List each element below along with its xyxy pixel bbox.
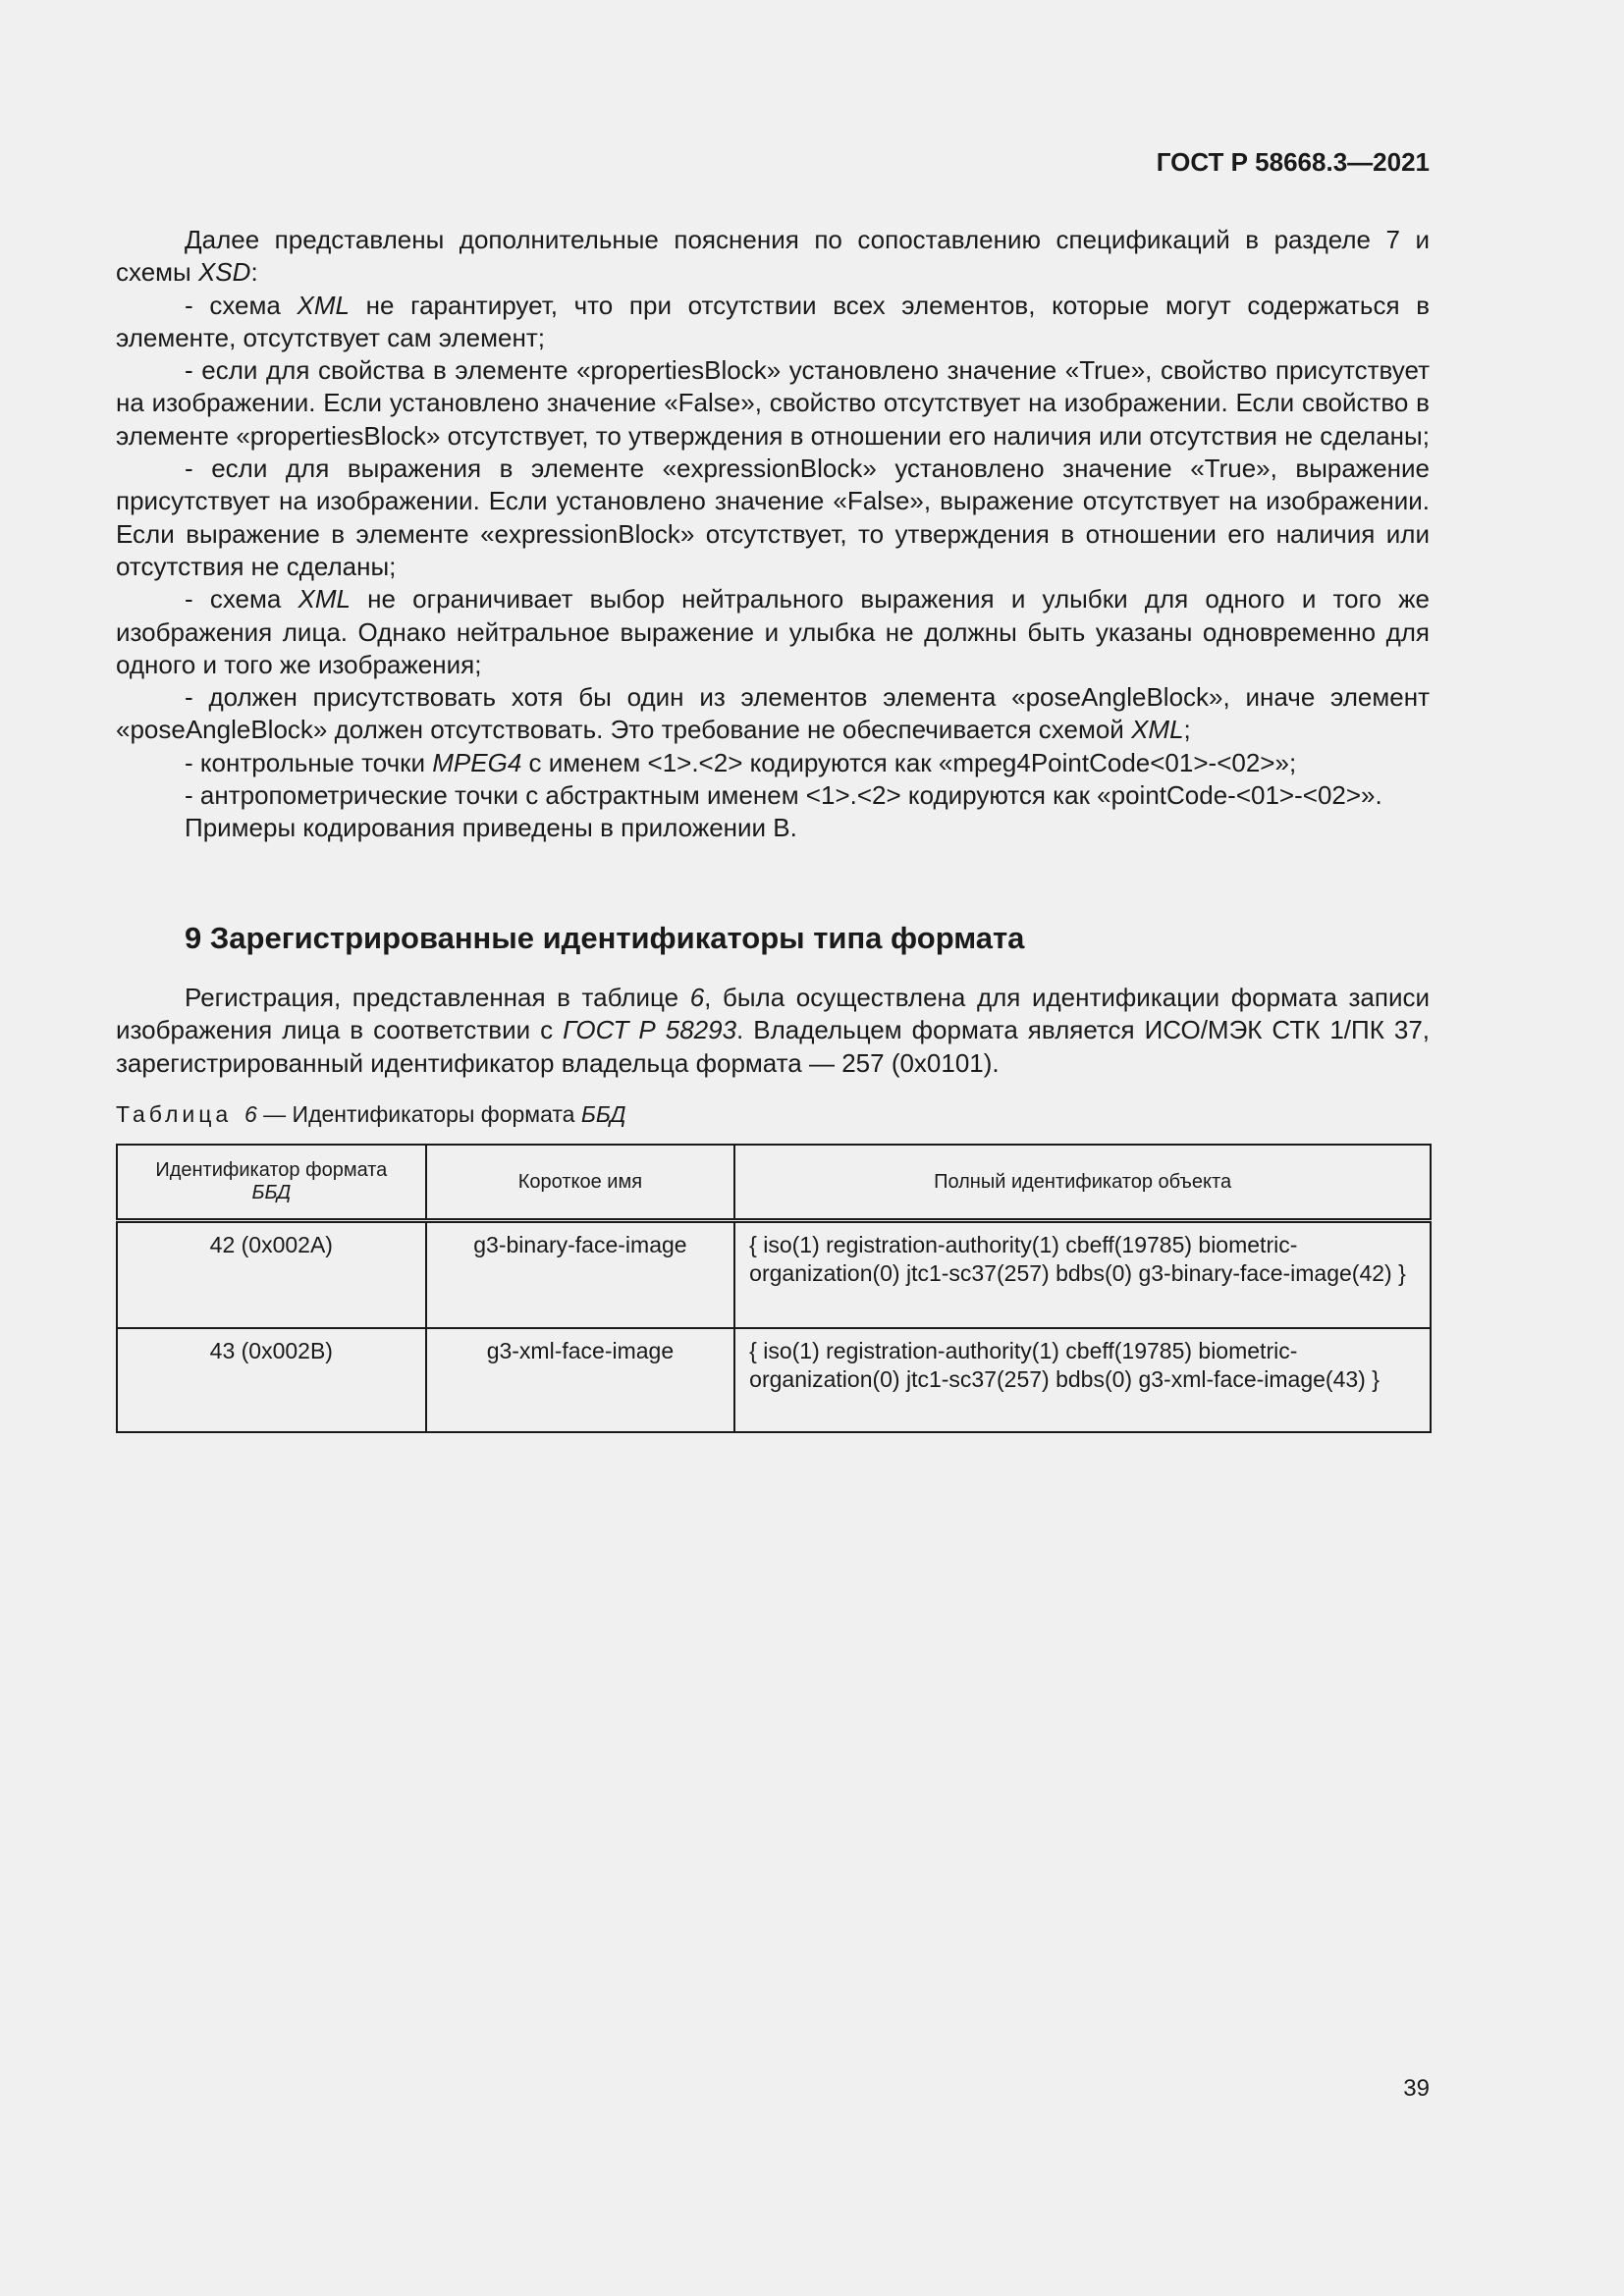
- cell-short-name: g3-binary-face-image: [426, 1221, 735, 1329]
- page-number: 39: [1403, 2075, 1430, 2102]
- cell-short-name: g3-xml-face-image: [426, 1328, 735, 1432]
- table-caption: Таблица 6 — Идентификаторы формата ББД: [116, 1101, 626, 1127]
- column-header-oid: Полный идентификатор объекта: [734, 1145, 1431, 1221]
- paragraph: - схема XML не гарантирует, что при отсутствии всех элементов, которые могут содержаться в элементе, отсутствует сам элемент;: [116, 290, 1431, 352]
- paragraph: - если для выражения в элементе «expressionBlock» установлено значение «True», выражение присутствует на изображении. Если установлено значение «False», выражение отсутствует на изображении. Если выражение в элементе «expressionBlock» отсутствует, то утверждения в отношении его наличия или отсутствия не сделаны;: [116, 454, 1430, 581]
- paragraph: Далее представлены дополнительные пояснения по сопоставлению спецификаций в разделе 7 и схемы XSD:: [116, 225, 1430, 288]
- section-intro: Регистрация, представленная в таблице 6, была осуществлена для идентификации формата записи изображения лица в соответствии с ГОСТ Р 58293. Владельцем формата является ИСО/МЭК СТК 1/ПК 37, зарегистрированный идентификатор владельца формата — 257 (0x0101).: [116, 983, 1430, 1078]
- cell-format-id: 43 (0x002B): [117, 1328, 426, 1432]
- table-row: [117, 1221, 1431, 1329]
- format-identifiers-table: [116, 1144, 1432, 1433]
- paragraph: Примеры кодирования приведены в приложении В.: [185, 813, 797, 843]
- cell-object-identifier: { iso(1) registration-authority(1) cbeff(19785) biometric-organization(0) jtc1-sc37(257) bdbs(0) g3-binary-face-image(42) }: [734, 1221, 1431, 1329]
- paragraph: - должен присутствовать хотя бы один из элементов элемента «poseAngleBlock», иначе элемент «poseAngleBlock» должен отсутствовать. Это требование не обеспечивается схемой XML;: [116, 682, 1430, 745]
- cell-format-id: 42 (0x002A): [117, 1221, 426, 1329]
- paragraph: - контрольные точки MPEG4 с именем <1>.<2> кодируются как «mpeg4PointCode<01>-<02>»;: [185, 747, 1297, 777]
- column-header-id: Идентификатор формата ББД: [117, 1145, 426, 1221]
- section-heading: 9 Зарегистрированные идентификаторы типа формата: [185, 921, 1025, 955]
- body-text: [116, 224, 1430, 845]
- paragraph: - антропометрические точки с абстрактным именем <1>.<2> кодируются как «pointCode-<01>-<02>».: [185, 780, 1382, 811]
- table-header-row: [117, 1145, 1431, 1221]
- column-header-short-name: Короткое имя: [426, 1145, 735, 1221]
- paragraph: - схема XML не ограничивает выбор нейтрального выражения и улыбки для одного и того же изображения лица. Однако нейтральное выражение и улыбка не должны быть указаны одновременно для одного и того же изображения;: [116, 584, 1430, 679]
- table-row: [117, 1328, 1431, 1432]
- paragraph: - если для свойства в элементе «propertiesBlock» установлено значение «True», свойство присутствует на изображении. Если установлено значение «False», свойство отсутствует на изображении. Если свойство в элементе «propertiesBlock» отсутствует, то утверждения в отношении его наличия или отсутствия не сделаны;: [116, 355, 1430, 451]
- cell-object-identifier: { iso(1) registration-authority(1) cbeff(19785) biometric-organization(0) jtc1-sc37(257) bdbs(0) g3-xml-face-image(43) }: [734, 1328, 1431, 1432]
- standard-number: ГОСТ Р 58668.3—2021: [1156, 147, 1430, 177]
